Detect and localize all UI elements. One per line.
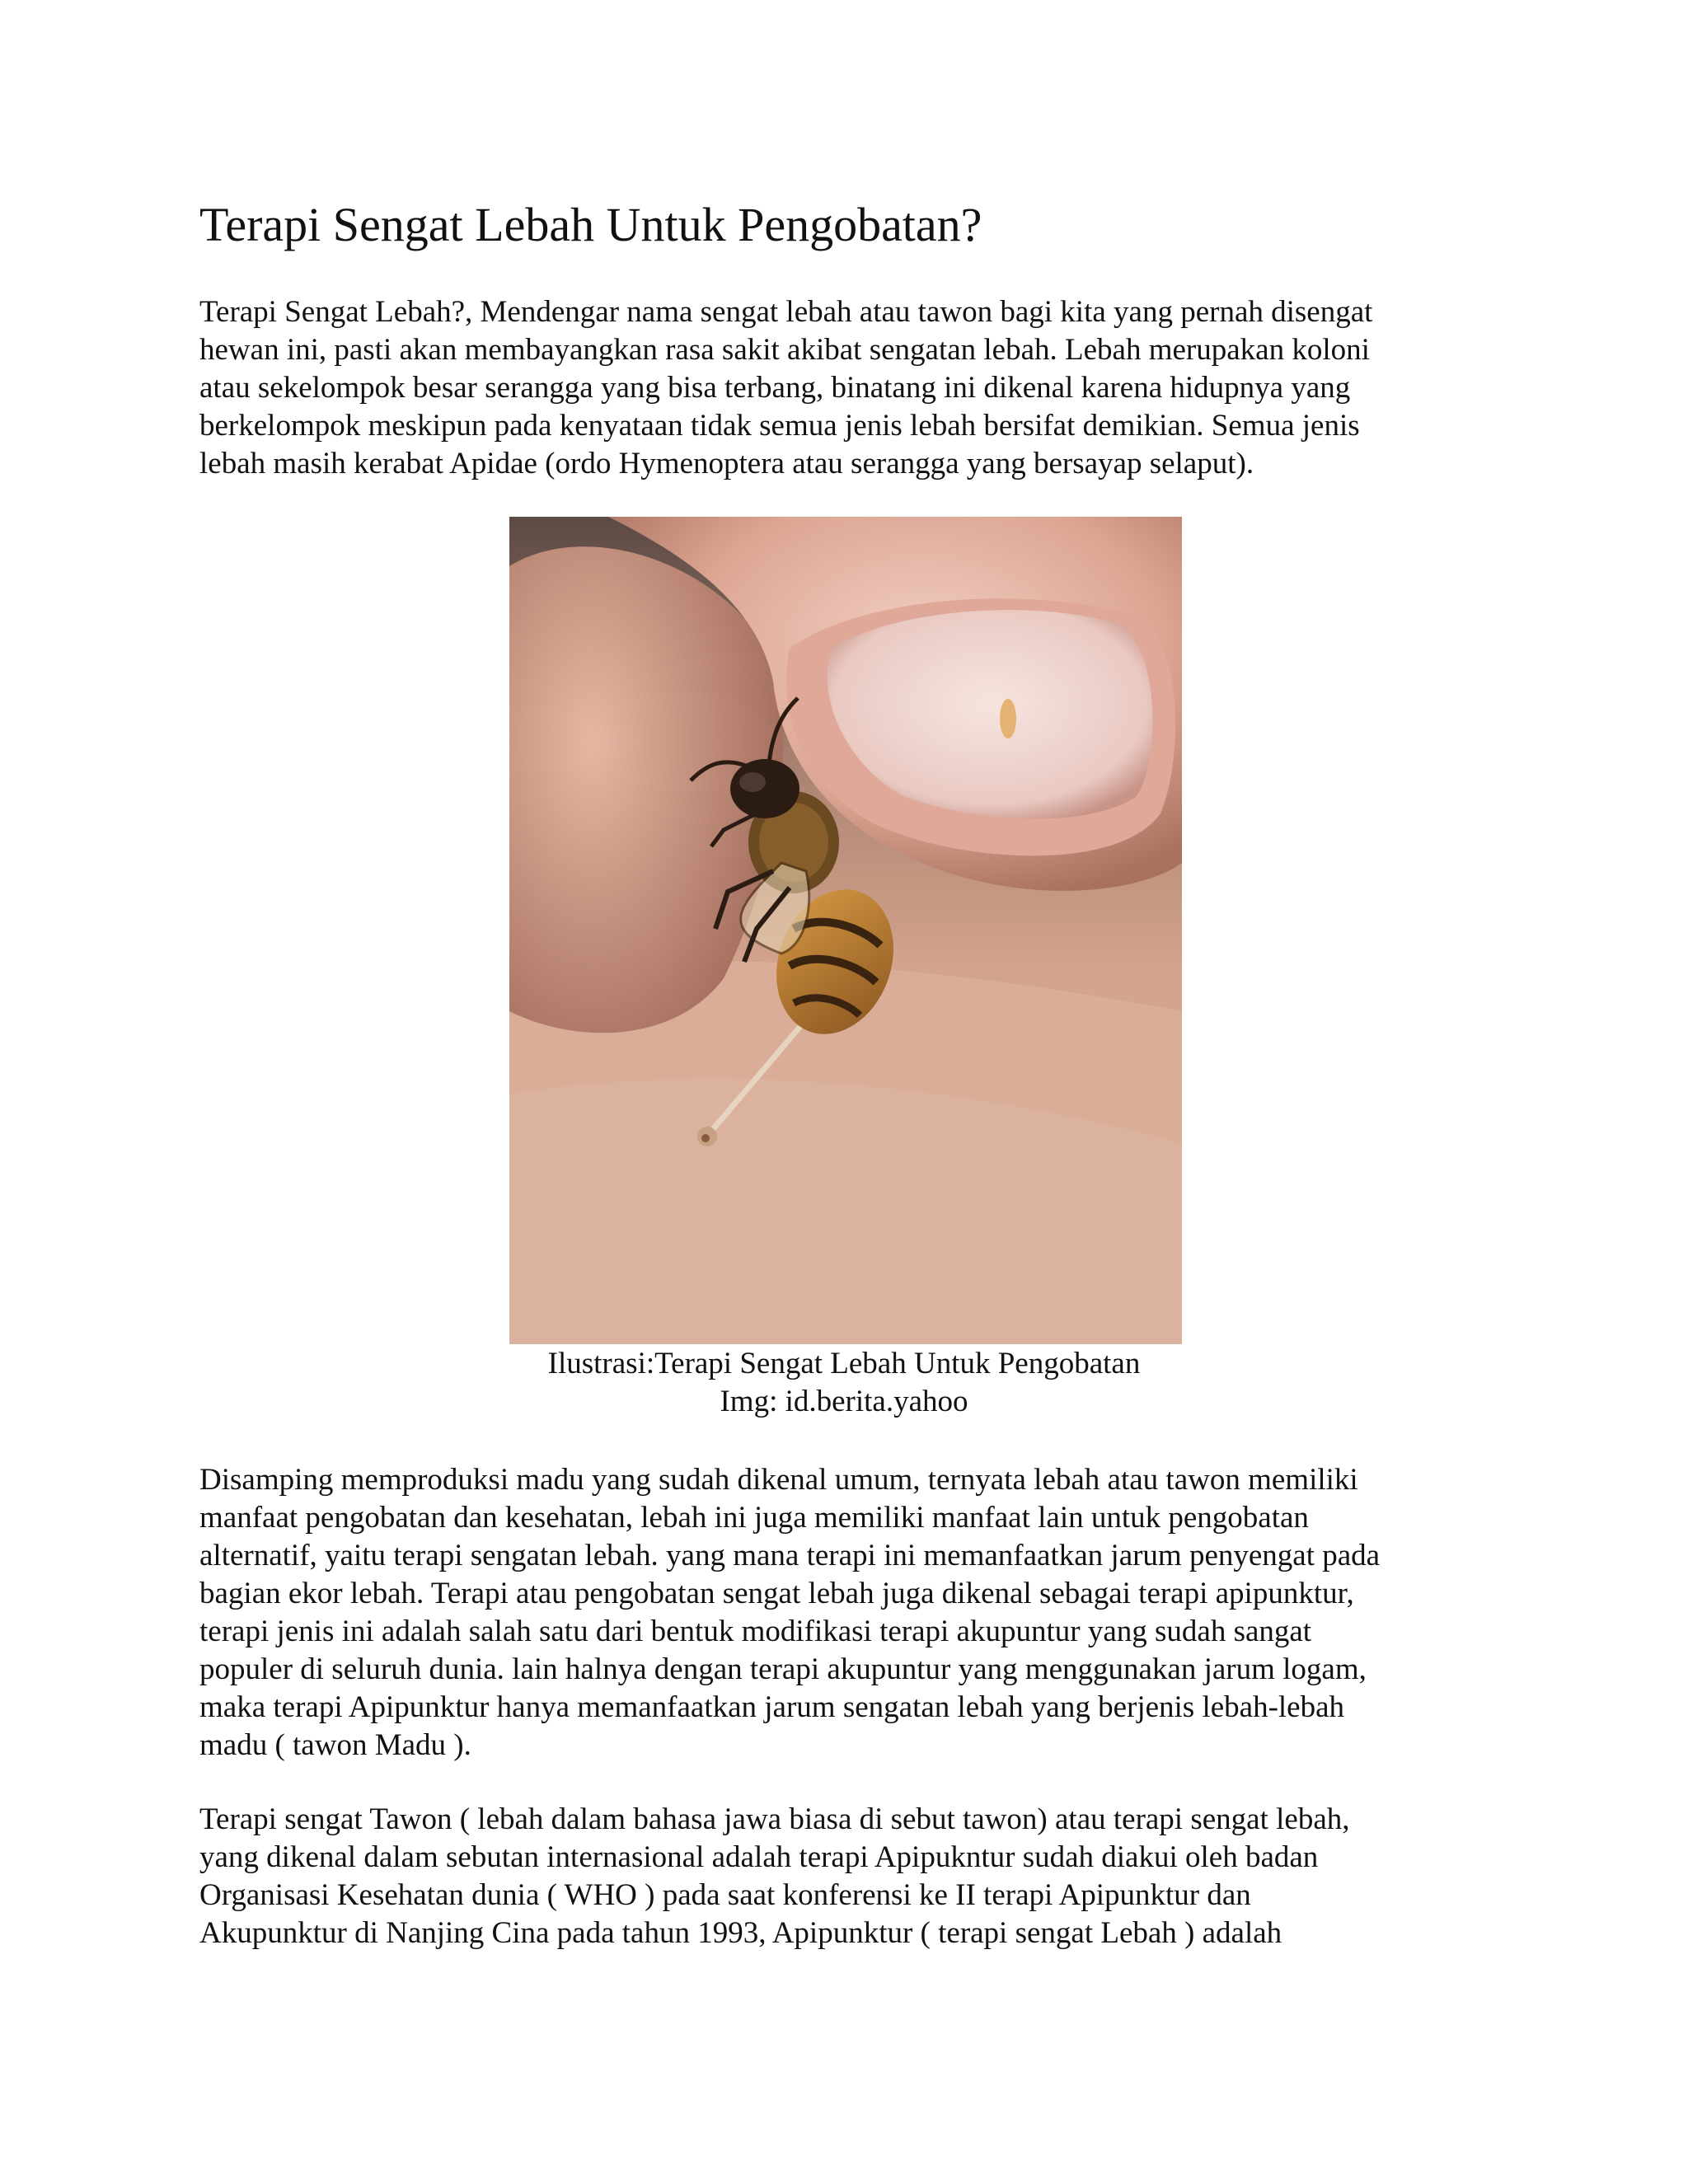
paragraph-who-recognition — [199, 1801, 1350, 1952]
paragraph-line: lebah masih kerabat Apidae (ordo Hymenoptera atau serangga yang bersayap selaput). — [199, 447, 1254, 480]
paragraph-line: Akupunktur di Nanjing Cina pada tahun 1993, Apipunktur ( terapi sengat Lebah ) adalah — [199, 1916, 1282, 1950]
paragraph-line: madu ( tawon Madu ). — [199, 1728, 471, 1762]
paragraph-line: berkelompok meskipun pada kenyataan tidak semua jenis lebah bersifat demikian. Semua jenis — [199, 409, 1360, 443]
paragraph-line: bagian ekor lebah. Terapi atau pengobatan sengat lebah juga dikenal sebagai terapi apipunktur, — [199, 1577, 1354, 1610]
page-title: Terapi Sengat Lebah Untuk Pengobatan? — [199, 198, 982, 251]
paragraph-line: Disamping memproduksi madu yang sudah dikenal umum, ternyata lebah atau tawon memiliki — [199, 1463, 1358, 1497]
paragraph-line: hewan ini, pasti akan membayangkan rasa sakit akibat sengatan lebah. Lebah merupakan koloni — [199, 333, 1370, 367]
figure-caption: Ilustrasi:Terapi Sengat Lebah Untuk Pengobatan — [547, 1347, 1141, 1380]
paragraph-line: Organisasi Kesehatan dunia ( WHO ) pada saat konferensi ke II terapi Apipunktur dan — [199, 1878, 1251, 1912]
paragraph-benefits — [199, 1461, 1380, 1765]
paragraph-intro — [199, 293, 1372, 483]
paragraph-line: alternatif, yaitu terapi sengatan lebah. yang mana terapi ini memanfaatkan jarum penyengat pada — [199, 1539, 1381, 1572]
paragraph-line: terapi jenis ini adalah salah satu dari bentuk modifikasi terapi akupuntur yang sudah sangat — [199, 1615, 1312, 1648]
bee-sting-photo — [509, 517, 1182, 1344]
figure-credit: Img: id.berita.yahoo — [720, 1385, 968, 1418]
paragraph-line: Terapi Sengat Lebah?, Mendengar nama sengat lebah atau tawon bagi kita yang pernah disengat — [199, 295, 1373, 329]
paragraph-line: manfaat pengobatan dan kesehatan, lebah ini juga memiliki manfaat lain untuk pengobatan — [199, 1501, 1309, 1535]
paragraph-line: atau sekelompok besar serangga yang bisa terbang, binatang ini dikenal karena hidupnya yang — [199, 371, 1351, 405]
paragraph-line: maka terapi Apipunktur hanya memanfaatkan jarum sengatan lebah yang berjenis lebah-lebah — [199, 1690, 1345, 1724]
paragraph-line: Terapi sengat Tawon ( lebah dalam bahasa jawa biasa di sebut tawon) atau terapi sengat lebah, — [199, 1802, 1350, 1836]
paragraph-line: populer di seluruh dunia. lain halnya dengan terapi akupuntur yang menggunakan jarum logam, — [199, 1652, 1367, 1686]
paragraph-line: yang dikenal dalam sebutan internasional adalah terapi Apipukntur sudah diakui oleh badan — [199, 1840, 1319, 1874]
bee-sting-illustration — [509, 517, 1182, 1344]
